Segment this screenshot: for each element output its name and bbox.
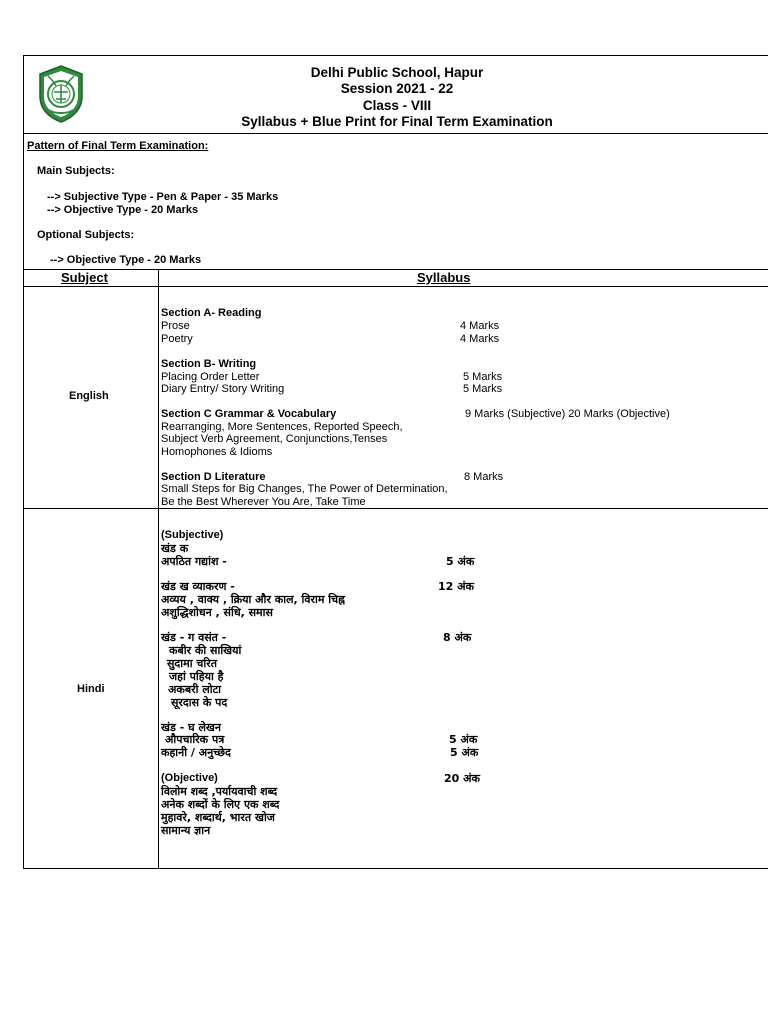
session: Session 2021 - 22	[340, 81, 454, 96]
hindi-vyakaran-topics-2: अशुद्धिशोधन , संधि, समास	[161, 606, 273, 619]
english-section-c-topics-1: Rearranging, More Sentences, Reported Speech,	[161, 421, 403, 433]
hindi-kahani-marks: 5 अंक	[450, 746, 479, 759]
english-diary: Diary Entry/ Story Writing	[161, 383, 285, 395]
subject-hindi: Hindi	[77, 683, 105, 695]
english-section-d: Section D Literature	[161, 471, 266, 483]
english-letter: Placing Order Letter	[161, 371, 260, 383]
hindi-ga-item-1: कबीर की साखियां	[169, 644, 242, 657]
hindi-khand-ga: खंड - ग वसंत -	[161, 631, 227, 644]
english-section-c-topics-2: Subject Verb Agreement, Conjunctions,Tenses	[161, 433, 388, 445]
hindi-ga-item-4: अकबरी लोटा	[168, 683, 222, 696]
divider	[24, 133, 768, 134]
english-letter-marks: 5 Marks	[463, 371, 503, 383]
english-section-d-topics-2: Be the Best Wherever You Are, Take Time	[161, 496, 366, 508]
syllabus-sheet	[23, 55, 768, 869]
english-section-c-topics-3: Homophones & Idioms	[161, 446, 273, 458]
english-section-b: Section B- Writing	[161, 358, 257, 370]
english-section-d-topics-1: Small Steps for Big Changes, The Power of Determination,	[161, 483, 448, 495]
hindi-objective-topics-1: विलोम शब्द ,पर्यायवाची शब्द	[161, 785, 278, 798]
hindi-ga-item-5: सूरदास के पद	[171, 696, 228, 709]
english-section-c-marks: 9 Marks (Subjective) 20 Marks (Objective)	[465, 408, 670, 420]
syllabus-column-header: Syllabus	[417, 270, 471, 285]
subjective-pattern: --> Subjective Type - Pen & Paper - 35 Marks	[47, 191, 279, 203]
row-divider	[24, 508, 768, 509]
hindi-khand-kha: खंड ख व्याकरण -	[161, 580, 235, 593]
school-name: Delhi Public School, Hapur	[310, 65, 484, 80]
english-prose: Prose	[161, 320, 190, 332]
column-divider	[158, 269, 159, 869]
table-header-rule	[24, 286, 768, 287]
hindi-patra-marks: 5 अंक	[449, 733, 478, 746]
english-section-a: Section A- Reading	[161, 307, 262, 319]
english-diary-marks: 5 Marks	[463, 383, 503, 395]
english-poetry: Poetry	[161, 333, 193, 345]
hindi-objective-topics-2: अनेक शब्दों के लिए एक शब्द	[161, 798, 280, 811]
pattern-heading: Pattern of Final Term Examination:	[27, 140, 209, 152]
english-poetry-marks: 4 Marks	[460, 333, 500, 345]
english-section-d-marks: 8 Marks	[464, 471, 504, 483]
hindi-khand-ka: खंड क	[161, 542, 189, 555]
hindi-khand-kha-marks: 12 अंक	[438, 580, 474, 593]
hindi-ga-item-3: जहां पहिया है	[169, 670, 224, 683]
objective-pattern: --> Objective Type - 20 Marks	[47, 204, 199, 216]
table-top-rule	[24, 269, 768, 270]
hindi-objective-topics-3: मुहावरे, शब्दार्थ, भारत खोज	[161, 811, 275, 824]
hindi-apathit: अपठित गद्यांश -	[161, 555, 227, 568]
hindi-apathit-marks: 5 अंक	[446, 555, 475, 568]
hindi-subjective-label: (Subjective)	[161, 529, 224, 541]
hindi-kahani: कहानी / अनुच्छेद	[161, 746, 231, 759]
hindi-objective-marks: 20 अंक	[444, 772, 480, 785]
class-label: Class - VIII	[362, 98, 432, 113]
hindi-patra: औपचारिक पत्र	[165, 733, 225, 746]
hindi-khand-ga-marks: 8 अंक	[443, 631, 472, 644]
hindi-objective-topics-4: सामान्य ज्ञान	[161, 824, 211, 837]
english-prose-marks: 4 Marks	[460, 320, 500, 332]
main-subjects-label: Main Subjects:	[37, 165, 115, 177]
hindi-khand-gha: खंड - घ लेखन	[161, 721, 221, 734]
hindi-vyakaran-topics-1: अव्यय , वाक्य , क्रिया और काल, विराम चिह्न	[161, 593, 345, 606]
subject-english: English	[69, 390, 109, 402]
hindi-ga-item-2: सुदामा चरित	[167, 657, 217, 670]
optional-subjects-label: Optional Subjects:	[37, 229, 135, 241]
english-section-c: Section C Grammar & Vocabulary	[161, 408, 337, 420]
hindi-objective-label: (Objective)	[161, 772, 218, 784]
optional-pattern: --> Objective Type - 20 Marks	[50, 254, 202, 266]
subject-column-header: Subject	[61, 270, 108, 285]
exam-title: Syllabus + Blue Print for Final Term Examination	[241, 114, 553, 129]
